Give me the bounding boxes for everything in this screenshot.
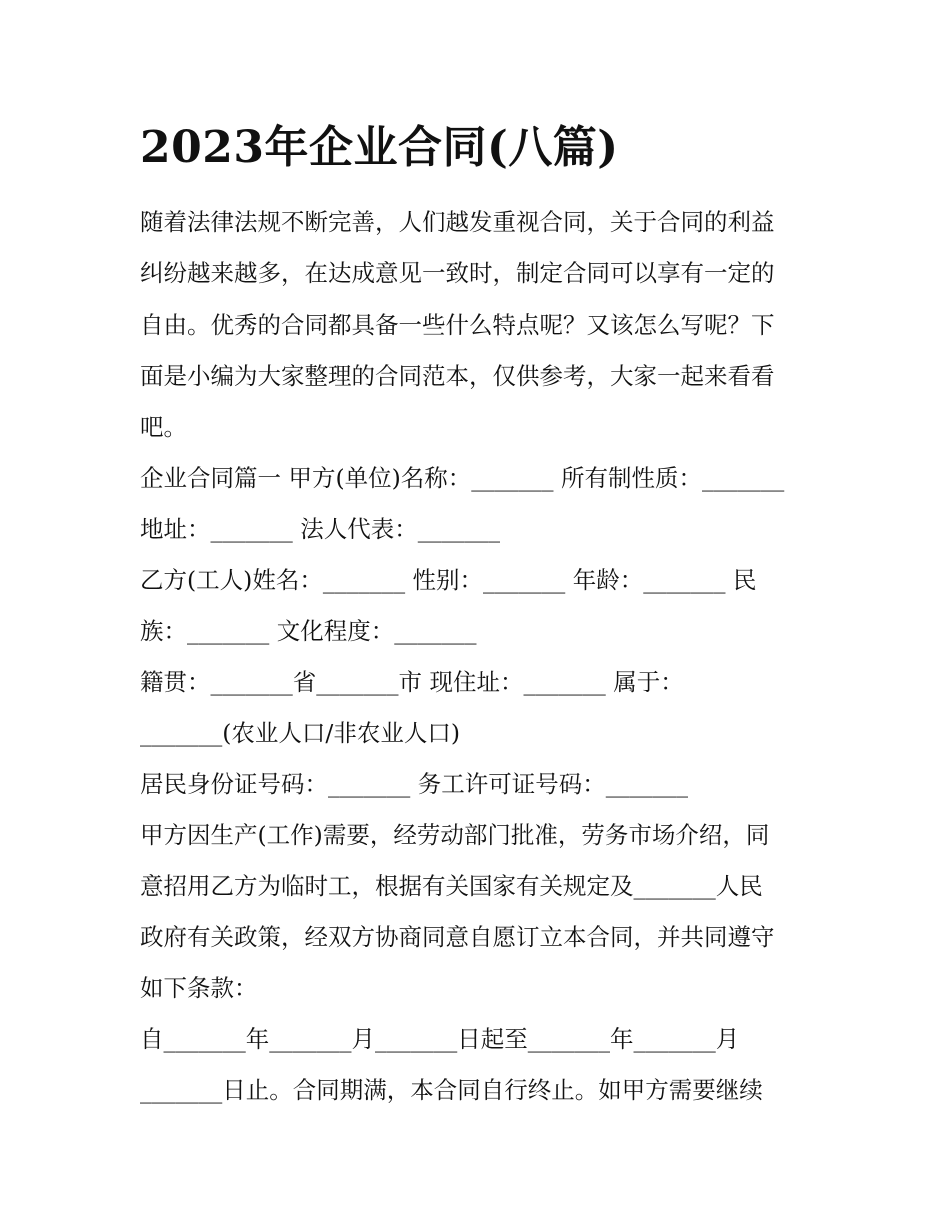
contract-period-line-1: 自_______年_______月_______日起至_______年_______月 <box>140 1025 740 1053</box>
contract-terms-line-1: 甲方因生产(工作)需要，经劳动部门批准，劳务市场介绍，同 <box>140 821 770 849</box>
contract-address-line: 地址：_______ 法人代表：_______ <box>140 515 500 543</box>
contract-party-b-line: 乙方(工人)姓名：_______ 性别：_______ 年龄：_______ 民 <box>140 566 757 594</box>
paragraph-line-3: 自由。优秀的合同都具备一些什么特点呢？又该怎么写呢？下 <box>140 311 775 339</box>
contract-household-type-line: _______(农业人口/非农业人口) <box>140 719 461 747</box>
contract-party-a-line: 企业合同篇一 甲方(单位)名称：_______ 所有制性质：_______ <box>140 464 785 492</box>
paragraph-line-5: 吧。 <box>140 413 187 441</box>
contract-terms-line-4: 如下条款： <box>140 974 258 1002</box>
contract-terms-line-2: 意招用乙方为临时工，根据有关国家有关规定及_______人民 <box>140 872 763 900</box>
contract-origin-line: 籍贯：_______省_______市 现住址：_______ 属于： <box>140 668 684 696</box>
document-title: 2023年企业合同(八篇) <box>140 122 619 173</box>
paragraph-line-4: 面是小编为大家整理的合同范本，仅供参考，大家一起来看看 <box>140 362 775 390</box>
paragraph-line-1: 随着法律法规不断完善，人们越发重视合同，关于合同的利益 <box>140 208 775 236</box>
paragraph-line-2: 纠纷越来越多，在达成意见一致时，制定合同可以享有一定的 <box>140 259 775 287</box>
contract-period-line-2: _______日止。合同期满，本合同自行终止。如甲方需要继续 <box>140 1076 763 1104</box>
contract-id-number-line: 居民身份证号码：_______ 务工许可证号码：_______ <box>140 770 688 798</box>
contract-ethnicity-line: 族：_______ 文化程度：_______ <box>140 617 477 645</box>
contract-terms-line-3: 政府有关政策，经双方协商同意自愿订立本合同，并共同遵守 <box>140 923 775 951</box>
